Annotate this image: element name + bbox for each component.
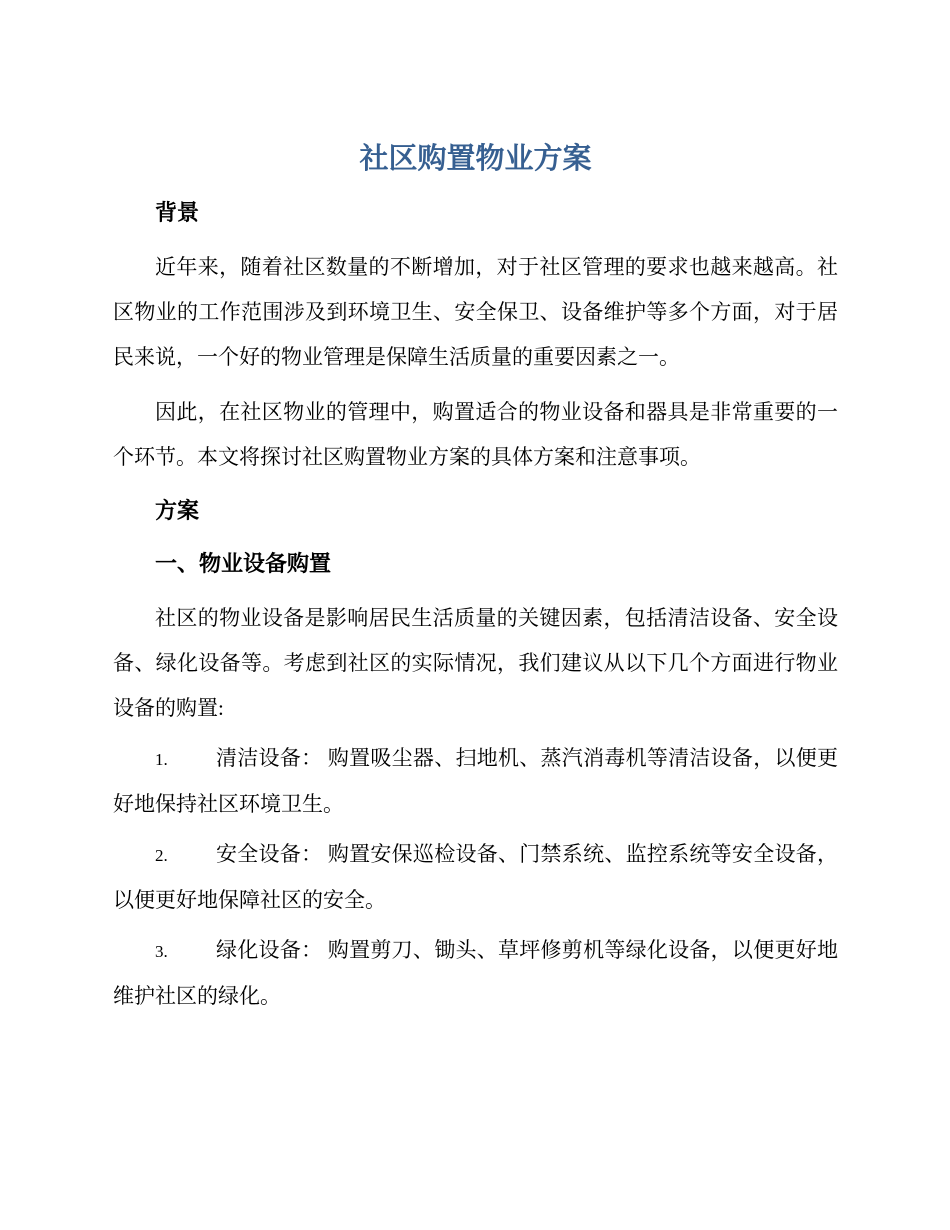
document-title: 社区购置物业方案 bbox=[359, 143, 592, 175]
paragraph-background-2: 因此，在社区物业的管理中，购置适合的物业设备和器具是非常重要的一个环节。本文将探讨社区购置物业方案的具体方案和注意事项。 bbox=[113, 400, 838, 469]
list-item-number: 2. bbox=[155, 846, 168, 865]
list-item-text: 安全设备： 购置安保巡检设备、门禁系统、监控系统等安全设备，以便更好地保障社区的安全。 bbox=[113, 842, 838, 912]
list-item-text: 清洁设备： 购置吸尘器、扫地机、蒸汽消毒机等清洁设备，以便更好地保持社区环境卫生。 bbox=[113, 746, 838, 816]
list-item-text: 绿化设备： 购置剪刀、锄头、草坪修剪机等绿化设备，以便更好地维护社区的绿化。 bbox=[113, 938, 838, 1008]
list-item-number: 1. bbox=[155, 750, 168, 769]
list-item-number: 3. bbox=[155, 942, 168, 961]
list-item-cleaning-equipment bbox=[113, 736, 838, 827]
heading-section-1-equipment-purchase: 一、物业设备购置 bbox=[155, 551, 332, 576]
list-item-greening-equipment bbox=[113, 928, 838, 1019]
paragraph-background-1: 近年来，随着社区数量的不断增加，对于社区管理的要求也越来越高。社区物业的工作范围涉及到环境卫生、安全保卫、设备维护等多个方面，对于居民来说，一个好的物业管理是保障生活质量的重要因素之一。 bbox=[113, 255, 838, 369]
list-item-security-equipment bbox=[113, 832, 838, 923]
heading-plan: 方案 bbox=[155, 498, 200, 523]
heading-background: 背景 bbox=[155, 200, 200, 225]
paragraph-section-1-intro: 社区的物业设备是影响居民生活质量的关键因素，包括清洁设备、安全设备、绿化设备等。考虑到社区的实际情况，我们建议从以下几个方面进行物业设备的购置: bbox=[113, 606, 838, 720]
